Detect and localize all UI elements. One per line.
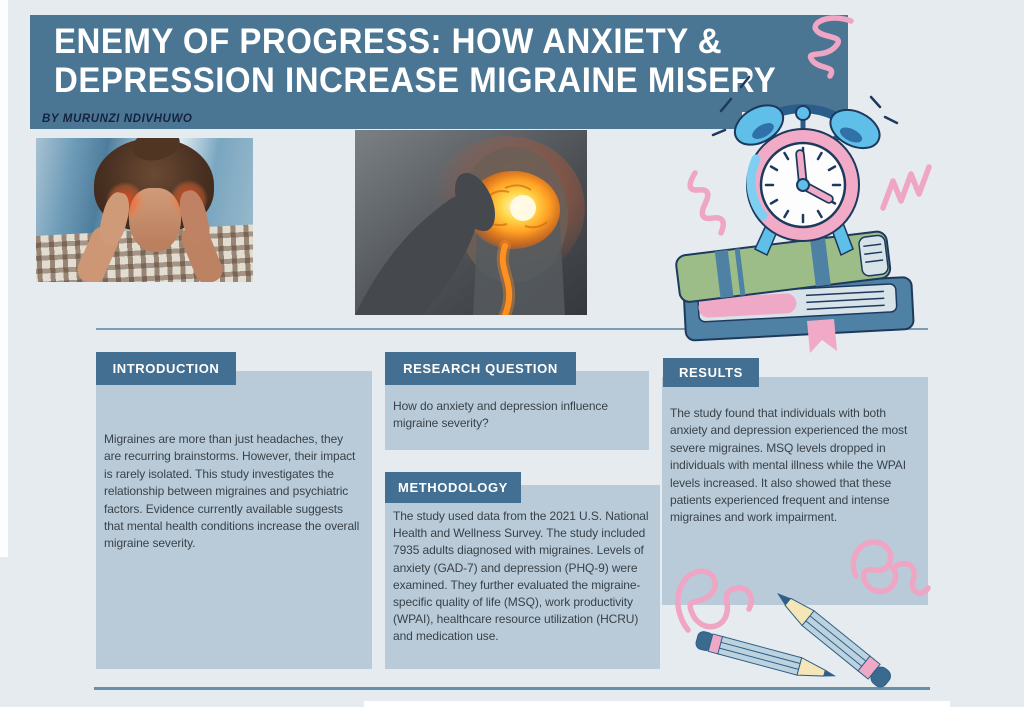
poster-title-line1: ENEMY OF PROGRESS: HOW ANXIETY & <box>54 21 723 61</box>
research-question-text: How do anxiety and depression influence migraine severity? <box>393 399 608 431</box>
alarm-clock-books-illustration <box>655 15 945 355</box>
introduction-heading: INTRODUCTION <box>112 361 220 376</box>
section-tab-methodology <box>385 472 521 503</box>
byline-text: BY MURUNZI NDIVHUWO <box>42 113 193 125</box>
brain-migraine-photo <box>355 130 587 315</box>
page-left-margin <box>0 0 8 557</box>
pencils-illustration <box>665 575 905 705</box>
results-heading: RESULTS <box>679 365 743 380</box>
results-text: The study found that individuals with both anxiety and depression experienced the most severe migraines. MSQ levels dropped in individuals with mental illness while the WPAI levels increased. It also showed that these patients experienced frequent and intense migraines and work impairment. <box>670 406 908 525</box>
introduction-text: Migraines are more than just headaches, they are recurring brainstorms. However, their impact is rarely isolated. This study investigates the relationship between migraines and psychiatric factors. Evidence currently available suggests that mental health conditions increase the overall migraine severity. <box>104 432 360 551</box>
section-tab-introduction <box>96 352 236 385</box>
methodology-text: The study used data from the 2021 U.S. National Health and Wellness Survey. The study included 7935 adults diagnosed with migraines. Levels of anxiety (GAD-7) and depression (PHQ-9) were examined. They further evaluated the migraine-specific quality of life (MSQ), work productivity (WPAI), healthcare resource utilization (HCRU) and medication use. <box>393 509 649 644</box>
headache-photo <box>36 138 253 282</box>
section-tab-research-question <box>385 352 576 385</box>
methodology-heading: METHODOLOGY <box>398 480 508 495</box>
poster-title-line2: DEPRESSION INCREASE MIGRAINE MISERY <box>54 60 777 100</box>
byline-bar <box>30 112 742 129</box>
research-question-heading: RESEARCH QUESTION <box>403 361 558 376</box>
section-tab-results <box>663 358 759 387</box>
